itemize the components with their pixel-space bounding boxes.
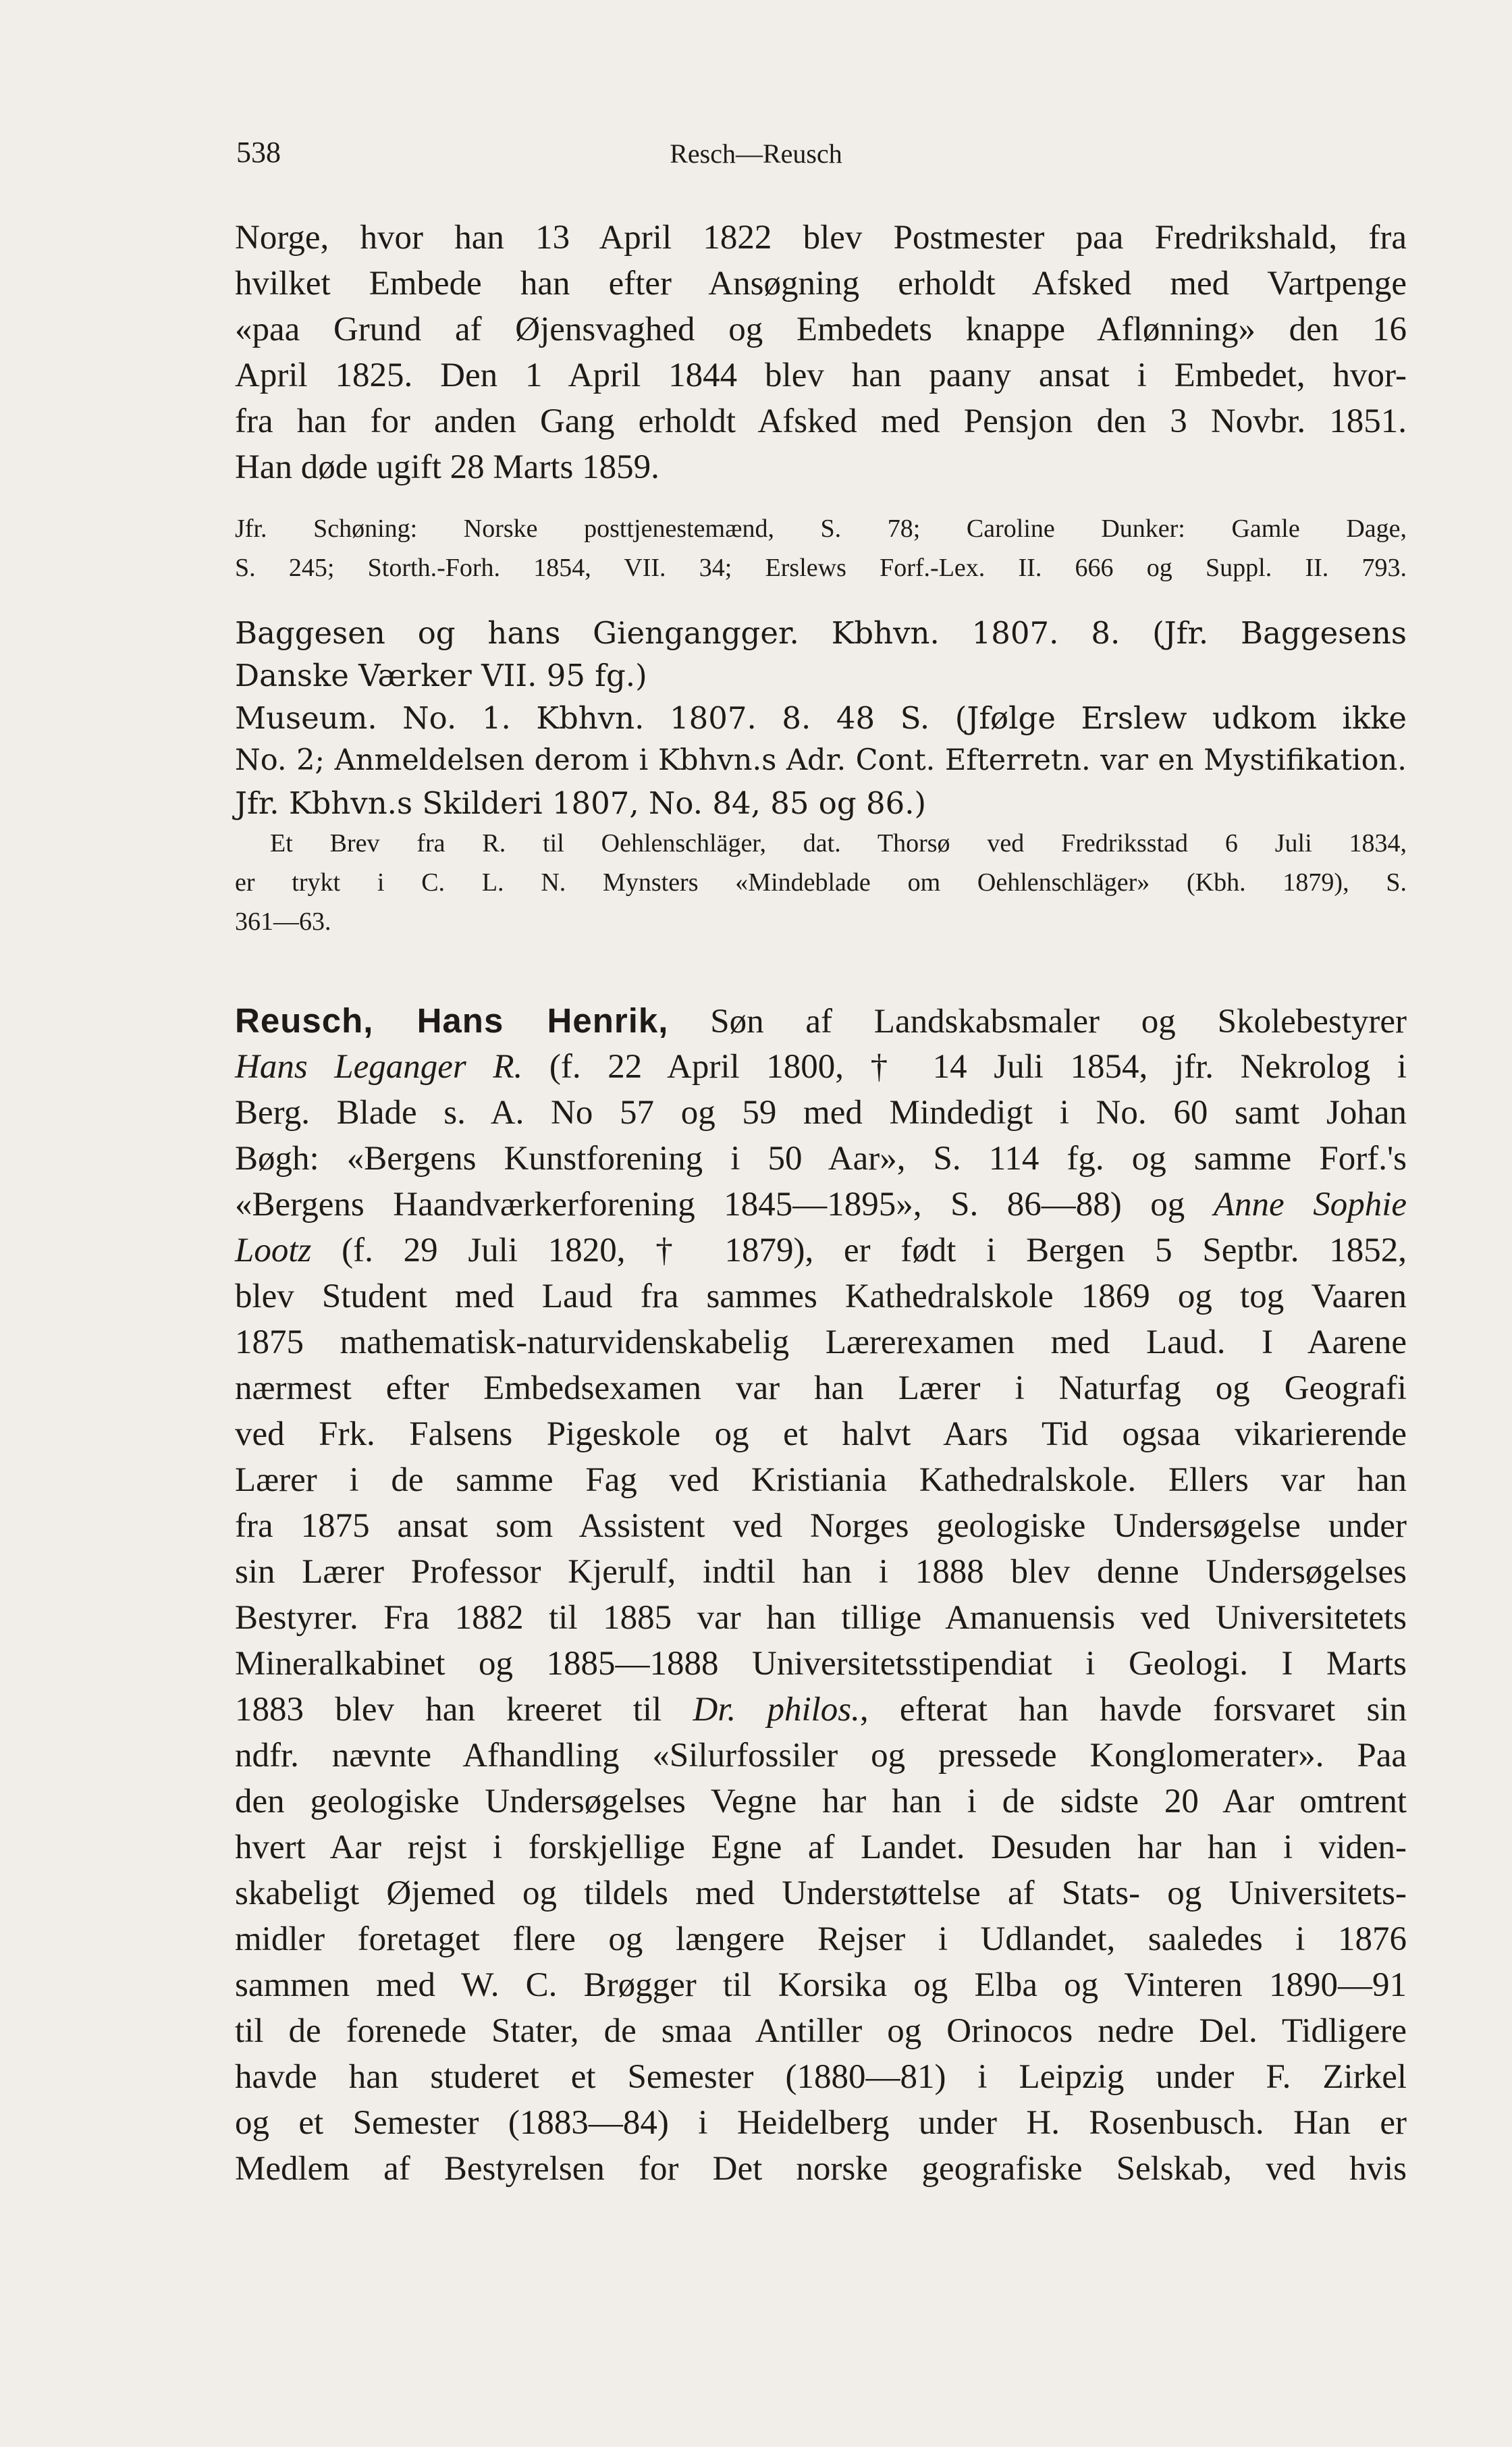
entry-line: ndfr. nævnte Afhandling «Silurfossiler og pressede Konglomerater». Paa bbox=[235, 1737, 1407, 1774]
entry-line: fra 1875 ansat som Assistent ved Norges geologiske Undersøgelse under bbox=[235, 1507, 1407, 1545]
entry-line: Bøgh: «Bergens Kunstforening i 50 Aar», S. 114 fg. og samme Forf.'s bbox=[235, 1140, 1407, 1178]
entry-line: den geologiske Undersøgelses Vegne har han i de sidste 20 Aar omtrent bbox=[235, 1783, 1407, 1820]
father-name: Hans Leganger R. bbox=[235, 1048, 523, 1086]
entry-line: Lootz (f. 29 Juli 1820, † 1879), er født i Bergen 5 Septbr. 1852, bbox=[235, 1232, 1407, 1269]
note-line: S. 245; Storth.-Forh. 1854, VII. 34; Erslews Forf.-Lex. II. 666 og Suppl. II. 793. bbox=[235, 554, 1407, 582]
entry-line: skabeligt Øjemed og tildels med Understøttelse af Stats- og Universitets- bbox=[235, 1874, 1407, 1912]
entry-line: hvert Aar rejst i forskjellige Egne af Landet. Desuden har han i viden- bbox=[235, 1828, 1407, 1866]
entry-line: blev Student med Laud fra sammes Kathedralskole 1869 og tog Vaaren bbox=[235, 1278, 1407, 1315]
entry-line: «Bergens Haandværkerforening 1845—1895», S. 86—88) og Anne Sophie bbox=[235, 1186, 1407, 1224]
entry-line: nærmest efter Embedsexamen var han Lærer i Naturfag og Geografi bbox=[235, 1369, 1407, 1407]
entry-line: til de forenede Stater, de smaa Antiller og Orinocos nedre Del. Tidligere bbox=[235, 2012, 1407, 2050]
work-line: Danske Værker VII. 95 fg.) bbox=[235, 658, 647, 693]
biography-entry bbox=[235, 998, 1407, 2192]
works-list bbox=[235, 612, 1407, 824]
work-line: No. 2; Anmeldelsen derom i Kbhvn.s Adr. Cont. Efterretn. var en Mystifikation. bbox=[235, 743, 1407, 777]
entry-line: Berg. Blade s. A. No 57 og 59 med Mindedigt i No. 60 samt Johan bbox=[235, 1094, 1407, 1132]
text-line: Han døde ugift 28 Marts 1859. bbox=[235, 448, 659, 486]
note-line: Jfr. Schøning: Norske posttjenestemænd, S. 78; Caroline Dunker: Gamle Dage, bbox=[235, 515, 1407, 543]
entry-line: 1875 mathematisk-naturvidenskabelig Lærerexamen med Laud. I Aarene bbox=[235, 1323, 1407, 1361]
entry-line: og et Semester (1883—84) i Heidelberg under H. Rosenbusch. Han er bbox=[235, 2104, 1407, 2142]
paragraph-continuation bbox=[235, 215, 1407, 490]
work-line: Jfr. Kbhvn.s Skilderi 1807, No. 84, 85 og 86.) bbox=[235, 785, 927, 821]
note-line: Et Brev fra R. til Oehlenschläger, dat. Thorsø ved Fredriksstad 6 Juli 1834, bbox=[270, 829, 1407, 858]
work-line: Museum. No. 1. Kbhvn. 1807. 8. 48 S. (Jfølge Erslew udkom ikke bbox=[235, 700, 1407, 736]
entry-line: Lærer i de samme Fag ved Kristiania Kathedralskole. Ellers var han bbox=[235, 1461, 1407, 1499]
text-line: «paa Grund af Øjensvaghed og Embedets knappe Aflønning» den 16 bbox=[235, 311, 1407, 348]
text-line: fra han for anden Gang erholdt Afsked med Pensjon den 3 Novbr. 1851. bbox=[235, 402, 1407, 440]
mother-name: Anne Sophie bbox=[1213, 1186, 1407, 1224]
entry-heading: Reusch, Hans Henrik, bbox=[235, 1001, 669, 1040]
reference-note bbox=[235, 509, 1407, 587]
entry-line: ved Frk. Falsens Pigeskole og et halvt Aars Tid ogsaa vikarierende bbox=[235, 1415, 1407, 1453]
work-line: Baggesen og hans Giengangger. Kbhvn. 1807. 8. (Jfr. Baggesens bbox=[235, 615, 1407, 651]
entry-line: 1883 blev han kreeret til Dr. philos., efterat han havde forsvaret sin bbox=[235, 1691, 1407, 1729]
entry-line: Medlem af Bestyrelsen for Det norske geografiske Selskab, ved hvis bbox=[235, 2150, 1407, 2188]
running-title: Resch—Reusch bbox=[670, 138, 842, 169]
entry-line: sin Lærer Professor Kjerulf, indtil han i 1888 blev denne Undersøgelses bbox=[235, 1553, 1407, 1591]
text-line: Norge, hvor han 13 April 1822 blev Postmester paa Fredrikshald, fra bbox=[235, 219, 1407, 257]
text-line: hvilket Embede han efter Ansøgning erholdt Afsked med Vartpenge bbox=[235, 265, 1407, 302]
note-line: 361—63. bbox=[235, 907, 331, 936]
page-number: 538 bbox=[236, 136, 281, 169]
entry-line: Hans Leganger R. (f. 22 April 1800, † 14 Juli 1854, jfr. Nekrolog i bbox=[235, 1048, 1407, 1086]
entry-line: Reusch, Hans Henrik, Søn af Landskabsmaler og Skolebestyrer bbox=[235, 1001, 1407, 1041]
entry-line: sammen med W. C. Brøgger til Korsika og Elba og Vinteren 1890—91 bbox=[235, 1966, 1407, 2004]
degree-title: Dr. philos. bbox=[693, 1691, 860, 1729]
entry-line: Bestyrer. Fra 1882 til 1885 var han tillige Amanuensis ved Universitetets bbox=[235, 1599, 1407, 1637]
note-line: er trykt i C. L. N. Mynsters «Mindeblade om Oehlenschläger» (Kbh. 1879), S. bbox=[235, 868, 1407, 897]
entry-line: Mineralkabinet og 1885—1888 Universitetsstipendiat i Geologi. I Marts bbox=[235, 1645, 1407, 1683]
text-line: April 1825. Den 1 April 1844 blev han paany ansat i Embedet, hvor- bbox=[235, 357, 1407, 394]
entry-line: havde han studeret et Semester (1880—81) i Leipzig under F. Zirkel bbox=[235, 2058, 1407, 2096]
letter-note bbox=[235, 824, 1407, 941]
entry-line: midler foretaget flere og længere Rejser i Udlandet, saaledes i 1876 bbox=[235, 1920, 1407, 1958]
